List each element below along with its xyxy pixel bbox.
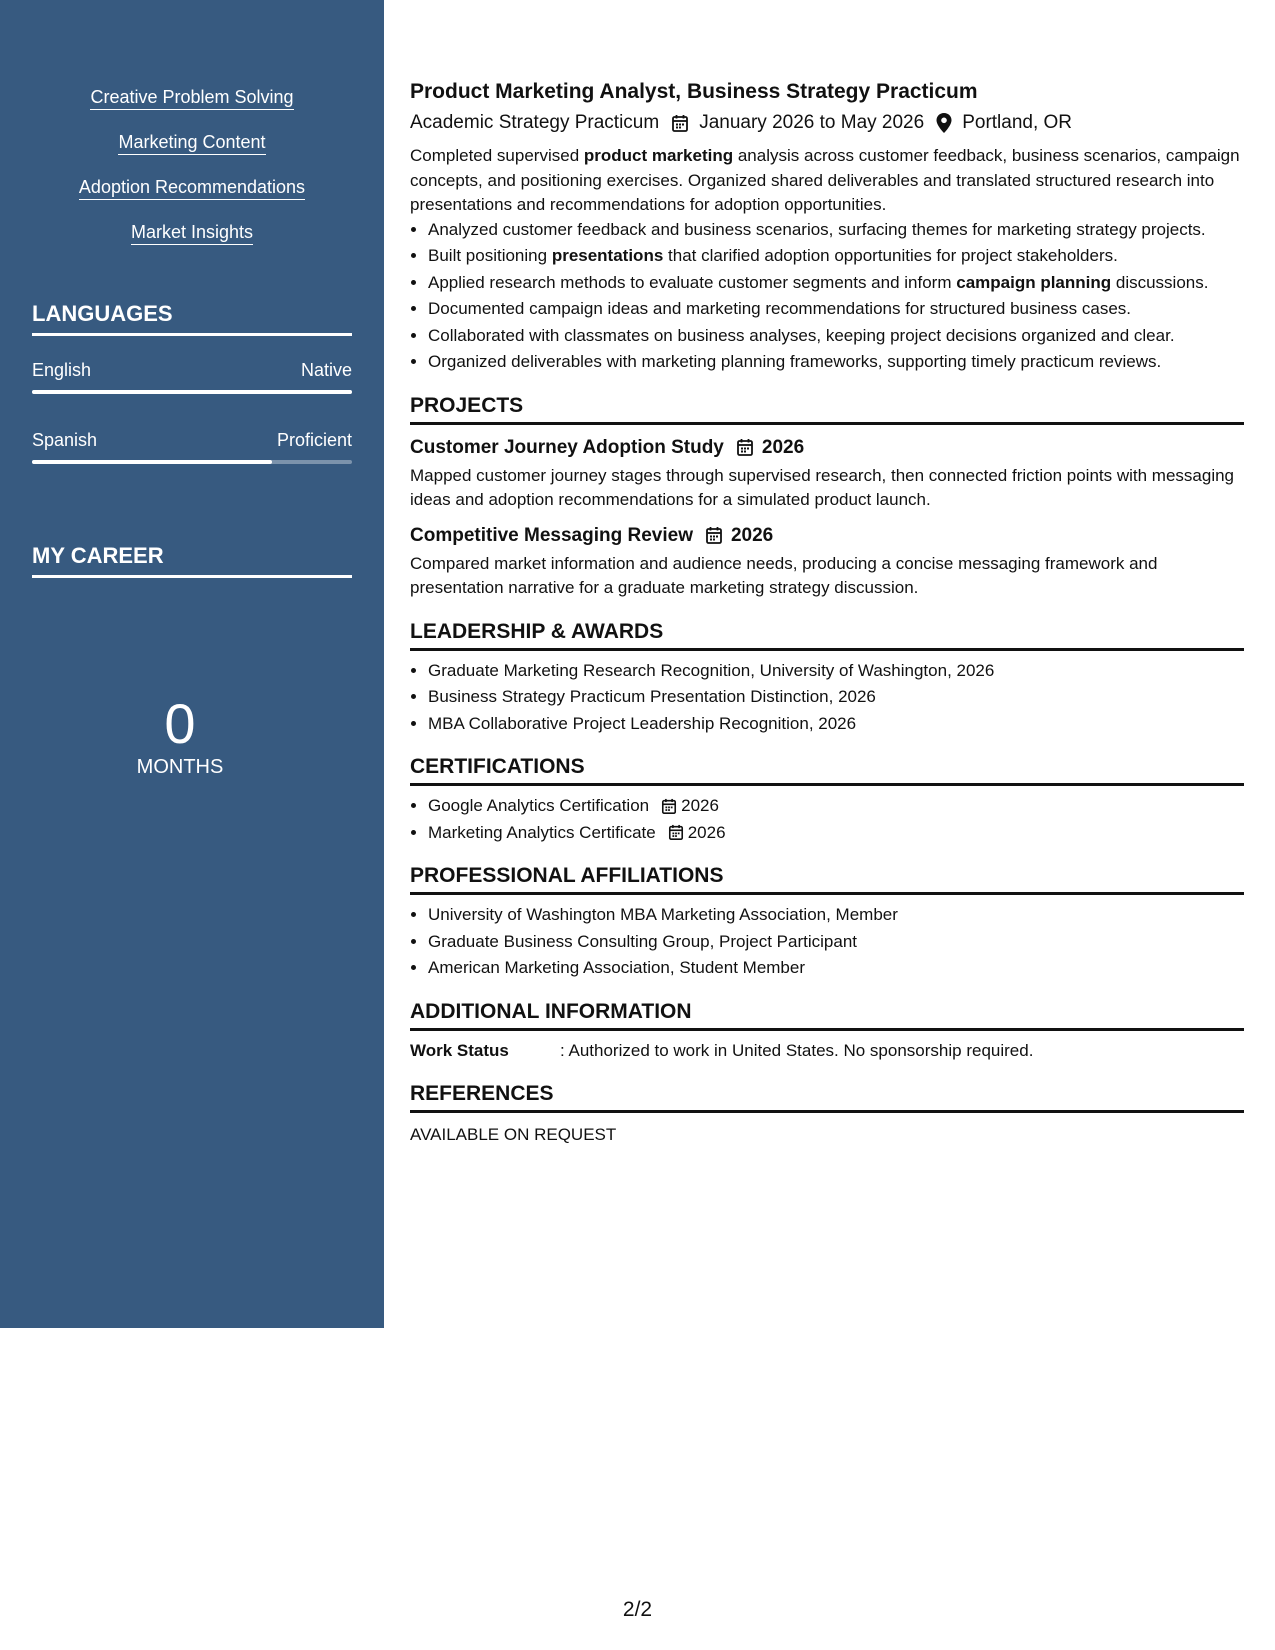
work-status-label: Work Status: [410, 1040, 509, 1060]
project-year: 2026: [761, 436, 805, 458]
certifications-list: [410, 794, 1244, 845]
list-item: • Business Strategy Practicum Presentation Distinction, 2026: [428, 685, 1244, 710]
language-bar-fill: [32, 390, 352, 394]
company-name: Academic Strategy Practicum: [410, 112, 660, 133]
work-status-row: [410, 1039, 1244, 1063]
references-heading: REFERENCES: [410, 1081, 1244, 1113]
cert-year: 2026: [681, 796, 719, 815]
language-english: [32, 359, 352, 394]
skill-item: Adoption Recommendations: [79, 176, 305, 200]
language-bar: [32, 460, 352, 464]
list-item: • Google Analytics Certification 2026: [428, 794, 1244, 819]
list-item: • American Marketing Association, Student Member: [428, 956, 1244, 981]
skill-item: Market Insights: [131, 221, 253, 245]
additional-heading: ADDITIONAL INFORMATION: [410, 999, 1244, 1031]
list-item: • University of Washington MBA Marketing Association, Member: [428, 903, 1244, 928]
affiliations-list: [410, 903, 1244, 981]
skill-item: Creative Problem Solving: [90, 86, 293, 110]
language-level: Proficient: [276, 430, 352, 450]
list-item: • Graduate Marketing Research Recognition, University of Washington, 2026: [428, 659, 1244, 684]
project-title: Competitive Messaging Review 2026: [410, 523, 1244, 549]
career-value: 0: [164, 692, 196, 755]
language-bar-fill: [32, 460, 272, 464]
sidebar: [0, 0, 384, 1328]
career-unit: MONTHS: [136, 756, 224, 778]
job-bullets: [410, 218, 1244, 375]
list-item: • Applied research methods to evaluate customer segments and inform campaign planning discussions.: [428, 271, 1244, 296]
job-title: Product Marketing Analyst, Business Strategy Practicum: [410, 80, 978, 103]
language-name: English: [32, 360, 92, 380]
list-item: • Analyzed customer feedback and business scenarios, surfacing themes for marketing strategy projects.: [428, 218, 1244, 243]
projects-heading: PROJECTS: [410, 393, 1244, 425]
calendar-icon: [671, 114, 689, 133]
project-year: 2026: [730, 524, 774, 546]
job-summary: Completed supervised product marketing analysis across customer feedback, business scenarios, campaign concepts, and positioning exercises. Organized shared deliverables and translated structured research into presentations and recommendations for adoption opportunities.: [410, 146, 1240, 214]
calendar-icon: [668, 824, 684, 841]
affiliations-heading: PROFESSIONAL AFFILIATIONS: [410, 863, 1244, 895]
languages-heading: LANGUAGES: [32, 301, 352, 336]
language-level: Native: [300, 360, 352, 380]
language-bar: [32, 390, 352, 394]
main-content: [410, 78, 1244, 1147]
skills-list: [0, 86, 384, 266]
list-item: • MBA Collaborative Project Leadership Recognition, 2026: [428, 712, 1244, 737]
skill-item: Marketing Content: [118, 131, 265, 155]
calendar-icon: [705, 526, 723, 545]
project-description: Compared market information and audience needs, producing a concise messaging framework and presentation narrative for a graduate marketing strategy discussion.: [410, 553, 1158, 597]
work-status-value: : Authorized to work in United States. No sponsorship required.: [560, 1040, 1034, 1060]
career-counter: [80, 693, 280, 779]
calendar-icon: [736, 438, 754, 457]
language-spanish: [32, 429, 352, 464]
certifications-heading: CERTIFICATIONS: [410, 754, 1244, 786]
job-location: Portland, OR: [962, 112, 1073, 133]
job-dates: January 2026 to May 2026: [699, 112, 925, 133]
job-meta: [410, 110, 1244, 136]
awards-list: [410, 659, 1244, 737]
list-item: • Marketing Analytics Certificate 2026: [428, 821, 1244, 846]
list-item: • Documented campaign ideas and marketing recommendations for structured business cases.: [428, 297, 1244, 322]
cert-year: 2026: [687, 822, 726, 842]
calendar-icon: [661, 798, 677, 815]
project-description: Mapped customer journey stages through supervised research, then connected friction points with messaging ideas and adoption recommendations for a simulated product launch.: [410, 465, 1235, 509]
references-text: AVAILABLE ON REQUEST: [410, 1124, 617, 1144]
list-item: • Graduate Business Consulting Group, Project Participant: [428, 930, 1244, 955]
page-number: 2/2: [622, 1598, 653, 1621]
list-item: • Built positioning presentations that clarified adoption opportunities for project stakeholders.: [428, 244, 1244, 269]
career-heading: MY CAREER: [32, 543, 352, 578]
list-item: • Collaborated with classmates on business analyses, keeping project decisions organized and clear.: [428, 324, 1244, 349]
language-name: Spanish: [32, 430, 98, 450]
awards-heading: LEADERSHIP & AWARDS: [410, 619, 1244, 651]
location-pin-icon: [936, 113, 952, 133]
project-title: Customer Journey Adoption Study 2026: [410, 435, 1244, 461]
list-item: • Organized deliverables with marketing planning frameworks, supporting timely practicum reviews.: [428, 350, 1244, 375]
